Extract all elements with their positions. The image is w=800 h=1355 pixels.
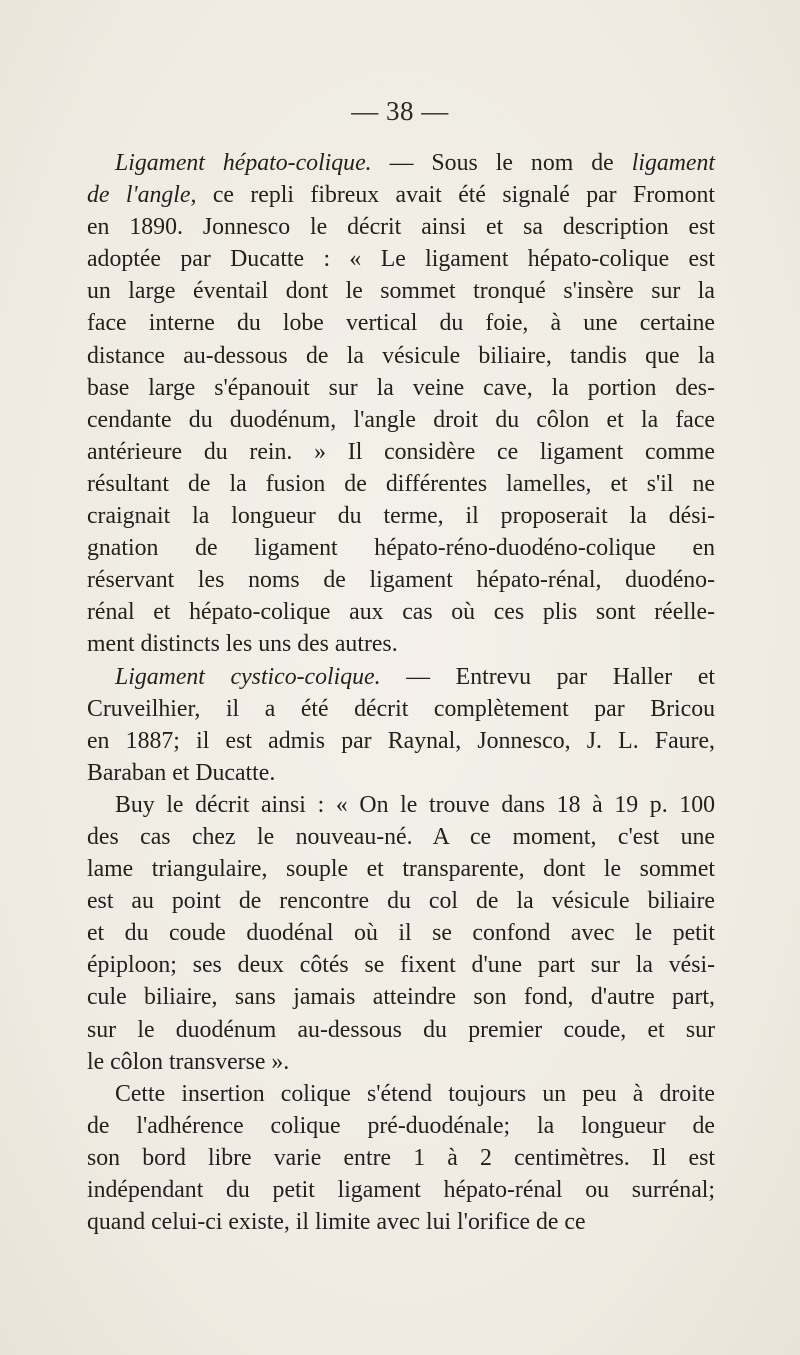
page-number: — 38 — <box>351 96 449 126</box>
text-line <box>87 981 715 1013</box>
text-run: adoptée par Ducatte : « Le ligament hépato-colique est <box>87 246 715 273</box>
text-line <box>87 500 715 532</box>
text-run: gnation de ligament hépato-réno-duodéno-colique en <box>87 535 715 562</box>
italic-heading: Ligament hépato-colique. <box>115 150 372 176</box>
text-run: des cas chez le nouveau-né. A ce moment, c'est une <box>87 823 715 850</box>
text-run: en 1890. Jonnesco le décrit ainsi et sa description est <box>87 214 715 241</box>
text-run: Baraban et Ducatte. <box>87 759 276 786</box>
text-run: indépendant du petit ligament hépato-rénal ou surrénal; <box>87 1177 715 1203</box>
text-line <box>87 211 715 243</box>
text-line <box>87 340 715 372</box>
text-line <box>87 1078 715 1110</box>
text-line <box>87 1206 715 1238</box>
text-run: Buy le décrit ainsi : « On le trouve dans 18 à 19 p. 100 <box>115 791 715 818</box>
text-line <box>87 532 715 564</box>
text-run: en 1887; il est admis par Raynal, Jonnesco, J. L. Faure, <box>87 727 715 754</box>
text-line <box>87 468 715 500</box>
text-run: est au point de rencontre du col de la vésicule biliaire <box>87 888 715 915</box>
text-run: réservant les noms de ligament hépato-rénal, duodéno- <box>87 567 715 594</box>
text-run: distance au-dessous de la vésicule biliaire, tandis que la <box>87 342 715 369</box>
text-line <box>87 1174 715 1206</box>
text-line <box>87 564 715 596</box>
text-run: quand celui-ci existe, il limite avec lui l'orifice de ce <box>87 1209 586 1236</box>
text-line <box>87 757 715 789</box>
paragraph <box>87 789 715 1078</box>
italic-heading: Ligament cystico-colique. <box>115 663 381 690</box>
text-run: de l'adhérence colique pré-duodénale; la longueur de <box>87 1112 715 1139</box>
text-run: cendante du duodénum, l'angle droit du côlon et la face <box>87 406 715 433</box>
text-run: lame triangulaire, souple et transparente, dont le sommet <box>87 856 715 883</box>
text-run: un large éventail dont le sommet tronqué s'insère sur la <box>87 278 715 305</box>
text-line <box>87 243 715 275</box>
text-line <box>87 1142 715 1174</box>
text-run: base large s'épanouit sur la veine cave, la portion des- <box>87 374 715 401</box>
text-run: — Sous le nom de <box>371 150 632 176</box>
text-run: sur le duodénum au-dessous du premier coude, et sur <box>87 1016 715 1043</box>
text-line <box>87 147 715 179</box>
text-run: résultant de la fusion de différentes lamelles, et s'il ne <box>87 470 715 497</box>
text-run: son bord libre varie entre 1 à 2 centimètres. Il est <box>87 1144 715 1171</box>
text-line <box>87 693 715 725</box>
text-run: ce repli fibreux avait été signalé par Fromont <box>196 182 715 209</box>
text-line <box>87 628 715 660</box>
text-line <box>87 725 715 757</box>
text-line <box>87 596 715 628</box>
text-run: antérieure du rein. » Il considère ce ligament comme <box>87 438 715 465</box>
text-run: le côlon transverse ». <box>87 1048 290 1075</box>
text-line <box>87 179 715 211</box>
text-line <box>87 661 715 693</box>
italic-heading: de l'angle, <box>87 182 197 209</box>
text-run: Cette insertion colique s'étend toujours un peu à droite <box>115 1080 715 1107</box>
text-line <box>87 372 715 404</box>
paragraph <box>87 661 715 789</box>
text-line <box>87 885 715 917</box>
paragraph <box>87 1078 715 1238</box>
text-run: ment distincts les uns des autres. <box>87 631 398 658</box>
text-line <box>87 1110 715 1142</box>
text-run: épiploon; ses deux côtés se fixent d'une part sur la vési- <box>87 952 715 979</box>
text-run: craignait la longueur du terme, il proposerait la dési- <box>87 503 715 530</box>
text-line <box>87 1014 715 1046</box>
text-line <box>87 917 715 949</box>
text-run: rénal et hépato-colique aux cas où ces plis sont réelle- <box>87 599 715 626</box>
text-run: cule biliaire, sans jamais atteindre son fond, d'autre part, <box>87 984 715 1011</box>
paragraph <box>87 147 715 661</box>
italic-heading: ligament <box>631 150 715 176</box>
text-line <box>87 853 715 885</box>
text-run: face interne du lobe vertical du foie, à une certaine <box>87 310 715 337</box>
text-line <box>87 404 715 436</box>
text-run: et du coude duodénal où il se confond avec le petit <box>87 920 715 947</box>
text-line <box>87 949 715 981</box>
text-line <box>87 821 715 853</box>
text-line <box>87 789 715 821</box>
text-line <box>87 1046 715 1078</box>
text-line <box>87 275 715 307</box>
text-run: — Entrevu par Haller et <box>380 663 715 690</box>
text-run: Cruveilhier, il a été décrit complètement par Bricou <box>87 695 715 722</box>
body-text <box>87 147 715 1238</box>
text-line <box>87 307 715 339</box>
text-line <box>87 436 715 468</box>
